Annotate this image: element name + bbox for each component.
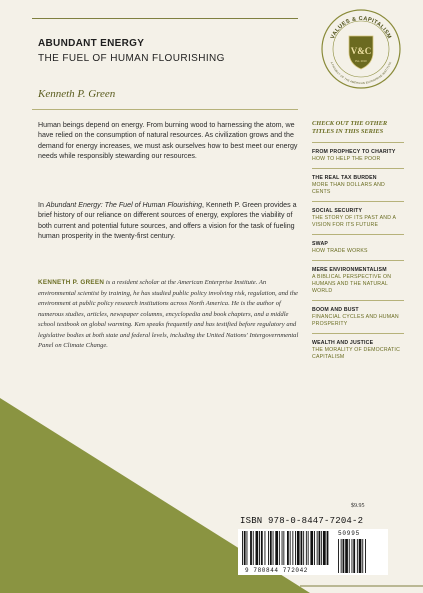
emblem-monogram: V&C (350, 46, 372, 56)
para2-book-title: Abundant Energy: The Fuel of Human Flourishing (45, 201, 203, 209)
barcode-bar (282, 531, 283, 565)
series-item-title: BOOM AND BUST (312, 307, 359, 314)
barcode-digits: 9 780844 772042 (245, 567, 309, 574)
barcode-bar (306, 531, 307, 565)
para2-prefix: In (38, 201, 46, 209)
barcode-bar (259, 531, 260, 565)
barcode-bar (283, 531, 284, 565)
series-item-title: FROM PROPHECY TO CHARITY (312, 149, 396, 156)
series-item-sub: FINANCIAL CYCLES AND HUMAN PROSPERITY (312, 314, 399, 328)
barcode-addon-bar (345, 539, 348, 573)
barcode-bar (244, 531, 246, 565)
barcode-bar (256, 531, 259, 565)
series-heading: CHECK OUT THE OTHER TITLES IN THIS SERIES (312, 120, 404, 143)
barcode-addon-bar (357, 539, 358, 573)
barcode-bar (247, 531, 248, 565)
emblem-ring-bottom: A PROJECT OF THE AMERICAN ENTERPRISE INSTITUTE (329, 61, 393, 86)
barcode-bar (301, 531, 303, 565)
barcode-bar (242, 531, 243, 565)
barcode-bar (279, 531, 280, 565)
bio-text: is a resident scholar at the American Enterprise Institute. An environmental scientist by training, he has studied public policy involving risk, regulation, and the environment at public policy research institutions across North America. He is the author of numerous studies, articles, newspaper columns, encyclopedia and book chapters, and a middle school textbook on global warming. Ken speaks frequently and has testified before regulatory and legislative bodies at both state and federal levels, including the United Nations' Intergovernmental Panel on Climate Change. (38, 279, 299, 349)
barcode-bar (287, 531, 289, 565)
price: $9.95 (351, 503, 365, 509)
barcode-bar (261, 531, 263, 565)
barcode-bar (303, 531, 304, 565)
barcode-bar (321, 531, 322, 565)
barcode-addon-bar (349, 539, 350, 573)
barcode-bar (268, 531, 269, 565)
barcode-addon-bar (365, 539, 366, 573)
barcode-bar (319, 531, 321, 565)
barcode-addon-bar (359, 539, 362, 573)
barcode-bar (292, 531, 293, 565)
barcode-addon-bar (352, 539, 353, 573)
barcode-bar (310, 531, 313, 565)
emblem-est: Est. 2010 (355, 59, 367, 63)
series-item-sub: THE STORY OF ITS PAST AND A VISION FOR ITS FUTURE (312, 215, 396, 229)
series-item-title: SWAP (312, 241, 329, 248)
series-item-sub: HOW TO HELP THE POOR (312, 156, 381, 163)
barcode-bar (275, 531, 278, 565)
barcode-bar (250, 531, 252, 565)
barcode-bar (317, 531, 318, 565)
isbn-label: ISBN 978-0-8447-7204-2 (240, 516, 364, 526)
series-item-title: THE REAL TAX BURDEN (312, 175, 377, 182)
book-title: ABUNDANT ENERGY (38, 38, 145, 49)
series-item-sub: A BIBLICAL PERSPECTIVE ON HUMANS AND THE NATURAL WORLD (312, 274, 392, 295)
barcode-bar (314, 531, 315, 565)
bio-name: KENNETH P. GREEN (38, 279, 105, 286)
barcode-bar (297, 531, 300, 565)
barcode-bar (253, 531, 254, 565)
series-item-title: WEALTH AND JUSTICE (312, 340, 374, 347)
barcode-addon-bar (338, 539, 339, 573)
series-item-title: MERE ENVIRONMENTALISM (312, 267, 387, 274)
barcode-bar (295, 531, 296, 565)
series-item-sub: MORE THAN DOLLARS AND CENTS (312, 182, 385, 196)
series-item-sub: THE MORALITY OF DEMOCRATIC CAPITALISM (312, 347, 401, 361)
barcode-addon-bar (362, 539, 363, 573)
series-item-sub: HOW TRADE WORKS (312, 248, 368, 255)
series-item-title: SOCIAL SECURITY (312, 208, 363, 215)
para2-rest: , Kenneth P. Green provides a brief history of our reliance on different sources of energy, explores the viability of both current and potential future sources, and offers a vision for the task of fueling human prosperity in the twenty-first century. (38, 201, 297, 241)
barcode-addon-digits: 50995 (338, 530, 361, 537)
barcode-addon-bar (353, 539, 355, 573)
book-subtitle: THE FUEL OF HUMAN FLOURISHING (38, 53, 225, 64)
barcode-bar (265, 531, 266, 565)
barcode-bar (270, 531, 272, 565)
barcode-bar (327, 531, 329, 565)
barcode-bar (323, 531, 326, 565)
barcode-bar (273, 531, 274, 565)
description-paragraph-1: Human beings depend on energy. From burning wood to harnessing the atom, we have relied on the consumption of natural resources. As civilization grows and the demand for energy increases, we must ask ourselves how to best meet our energy needs while responsibly stewarding our resources. (38, 121, 298, 161)
emblem-ring-top: VALUES & CAPITALISM (329, 15, 393, 41)
author-name: Kenneth P. Green (38, 88, 116, 100)
barcode-addon-bar (341, 539, 342, 573)
barcode-bar (308, 531, 309, 565)
barcode-bar (290, 531, 291, 565)
barcode-addon-bar (343, 539, 345, 573)
